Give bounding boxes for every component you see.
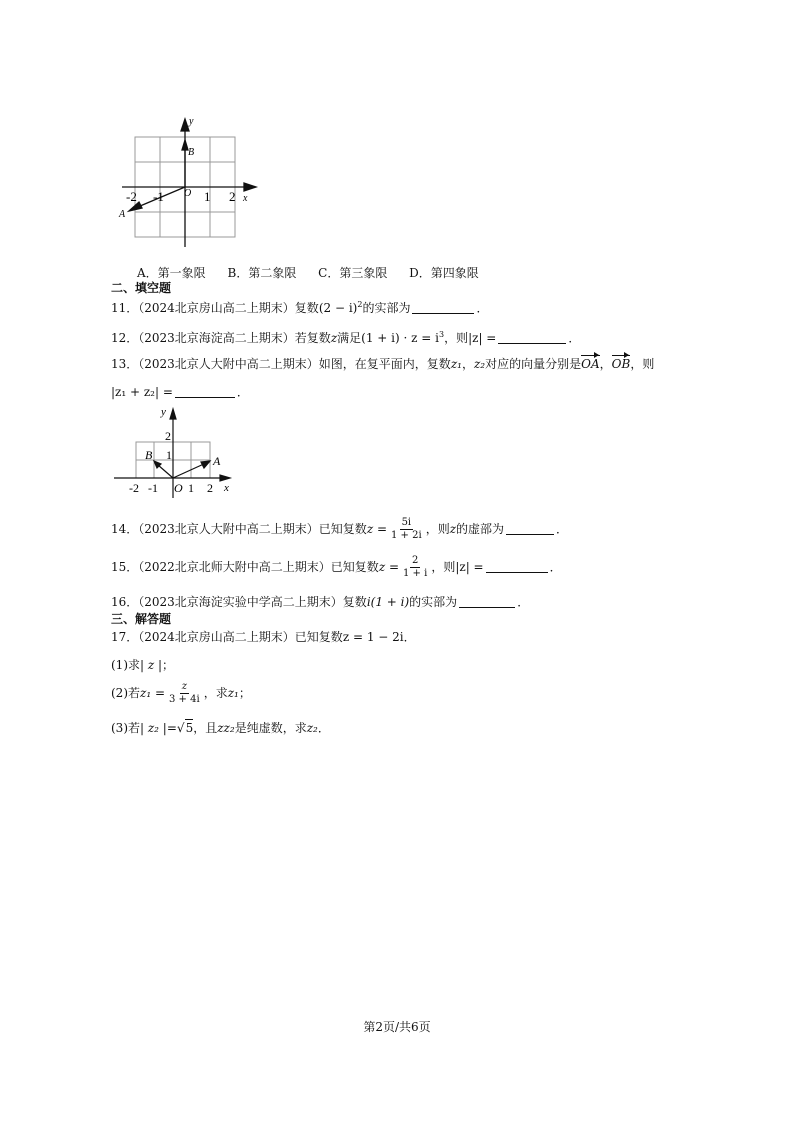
- q12-answer-blank[interactable]: [498, 331, 566, 344]
- fig1-tick-neg2: -2: [126, 189, 137, 204]
- q12-z: z: [330, 331, 338, 345]
- q13-vector-oa: OA: [581, 357, 600, 371]
- q15-denominator: 1 + i: [403, 568, 428, 579]
- fig1-B-label: B: [188, 147, 195, 158]
- fig2-y-label: y: [161, 406, 166, 418]
- figure-1-complex-plane: [110, 112, 270, 252]
- q12-exponent: 3: [438, 330, 445, 339]
- question-15: 15．（2022北京北师大附中高二上期末）已知复数z = $\frac{2}{1 + i}$ ，则|z| = ．: [111, 555, 562, 579]
- q12-mid: 满足: [337, 331, 362, 345]
- q16-expr: i(1 + i): [366, 595, 410, 609]
- fig2-B-label: B: [145, 448, 153, 462]
- q17-expr: z = 1 − 2i: [342, 630, 404, 644]
- q17-p2-end: ；: [238, 686, 251, 700]
- q12-prefix: 12．（2023北京海淀高二上期末）若复数: [111, 331, 331, 345]
- q17-p3-label: (3)若: [111, 721, 140, 735]
- q11-suffix: 的实部为: [362, 301, 411, 315]
- option-c: C．第三象限: [318, 266, 388, 280]
- q17-prefix: 17．（2024北京房山高二上期末）已知复数: [111, 630, 343, 644]
- fig1-x-label: x: [243, 193, 248, 204]
- question-13-line-2: |z₁ + z₂| = ．: [111, 385, 249, 399]
- fig2-tick-neg2: -2: [129, 481, 139, 495]
- q17-p3-mid: ，且: [193, 721, 218, 735]
- fig2-A-label: A: [213, 454, 221, 468]
- q17-p2-mid: ，求: [203, 686, 228, 700]
- fig1-y-label: y: [189, 116, 194, 127]
- q16-prefix: 16．（2023北京海淀实验中学高二上期末）复数: [111, 595, 367, 609]
- question-17-part-3: [111, 719, 330, 736]
- option-b: B．第二象限: [227, 266, 297, 280]
- fig1-A-label: A: [119, 209, 126, 220]
- fig2-O-label: O: [174, 481, 183, 495]
- fig1-tick-1: 1: [204, 189, 211, 204]
- fig2-tick-neg1: -1: [148, 481, 158, 495]
- fig2-tick-1: 1: [188, 481, 194, 495]
- q17-p3-var: z₂: [306, 721, 318, 735]
- q11-answer-blank[interactable]: [412, 301, 474, 314]
- q13-z1: z₁: [450, 357, 462, 371]
- option-row: [137, 264, 479, 281]
- q17-p2-fraction: [167, 681, 202, 706]
- q14-z: z: [449, 522, 457, 536]
- q11-expr: (2 − i): [318, 301, 358, 315]
- option-a: A．第一象限: [137, 266, 206, 280]
- q13-sep: ，: [461, 357, 474, 371]
- question-17-part-2: [111, 678, 251, 708]
- q17-p2-label: (2)若: [111, 686, 140, 700]
- q17-p2-numerator: z: [181, 681, 187, 692]
- figure-2-complex-plane: [110, 403, 240, 503]
- q14-denominator: 1 + 2i: [391, 530, 422, 541]
- q15-mid: ，则: [431, 560, 456, 574]
- q14-prefix: 14．（2023北京人大附中高二上期末）已知复数: [111, 522, 367, 536]
- question-16: 16．（2023北京海淀实验中学高二上期末）复数i(1 + i)的实部为 ．: [111, 595, 530, 609]
- q14-mid: ，则: [425, 522, 450, 536]
- q16-answer-blank[interactable]: [459, 595, 515, 608]
- q15-absz: |z| =: [455, 560, 484, 574]
- q12-then: ，则: [444, 331, 469, 345]
- q12-expr: (1 + i) · z = i: [361, 331, 439, 345]
- sqrt-sign: √: [176, 721, 185, 735]
- q17-p1-end: ；: [162, 658, 175, 672]
- q11-exponent: 2: [357, 300, 363, 309]
- question-17-part-1: [111, 657, 174, 673]
- question-13: 13．（2023北京人大附中高二上期末）如图，在复平面内，复数z₁，z₂对应的向量分别是OA，OB，则: [111, 357, 655, 371]
- q14-numerator: 5i: [401, 517, 412, 528]
- question-11: 11．（2024北京房山高二上期末）复数$(2 - i)^2$的实部为 ．: [111, 300, 489, 315]
- q16-suffix: 的实部为: [409, 595, 458, 609]
- q13-answer-blank[interactable]: [175, 385, 235, 398]
- page-footer: 第2页/共6页: [363, 1020, 431, 1034]
- q13-line2: |z₁ + z₂| =: [111, 385, 173, 399]
- fig2-y-tick-1: 1: [166, 448, 172, 462]
- question-14: 14．（2023北京人大附中高二上期末）已知复数z = $\frac{5i}{1 + 2i}$ ，则z的虚部为 ．: [111, 517, 569, 541]
- q14-answer-blank[interactable]: [506, 522, 554, 535]
- q13-mid: 对应的向量分别是: [485, 357, 582, 371]
- q13-end: ，则: [630, 357, 655, 371]
- q17-p3-mid2: 是纯虚数，求: [234, 721, 307, 735]
- fig2-y-tick-2: 2: [165, 429, 171, 443]
- q12-absz: |z| =: [468, 331, 497, 345]
- fig1-O-label: O: [184, 188, 192, 199]
- q17-p2-var: z₁: [227, 686, 239, 700]
- q14-lhs: z =: [366, 522, 388, 536]
- q17-p3-end: ．: [317, 721, 330, 735]
- option-d: D．第四象限: [409, 266, 479, 280]
- q17-p1-label: (1)求: [111, 658, 140, 672]
- q13-prefix: 13．（2023北京人大附中高二上期末）如图，在复平面内，复数: [111, 357, 451, 371]
- q17-p2-denominator: 3 + 4i: [169, 694, 200, 705]
- fig1-tick-2: 2: [229, 189, 236, 204]
- q17-p3-root: 5: [185, 721, 194, 735]
- q13-vector-ob: OB: [611, 357, 631, 371]
- q15-prefix: 15．（2022北京北师大附中高二上期末）已知复数: [111, 560, 379, 574]
- fig2-x-label: x: [224, 482, 229, 494]
- q14-fraction: [389, 517, 424, 542]
- section-3-heading: 三、解答题: [111, 612, 172, 626]
- fig2-tick-2: 2: [207, 481, 213, 495]
- q15-lhs: z =: [378, 560, 400, 574]
- question-12: 12．（2023北京海淀高二上期末）若复数z满足$(1 + i) \cdot z = i^3$，则|z| = ．: [111, 330, 581, 345]
- question-17: 17．（2024北京房山高二上期末）已知复数z = 1 − 2i．: [111, 630, 416, 644]
- q15-fraction: [401, 555, 429, 580]
- q17-p1-expr: | z |: [140, 658, 163, 672]
- q17-p3-prod: zz₂: [217, 721, 235, 735]
- q17-p2-lhs: z₁ =: [140, 686, 166, 700]
- q13-z2: z₂: [473, 357, 486, 371]
- q15-answer-blank[interactable]: [486, 560, 548, 573]
- section-2-heading: 二、填空题: [111, 281, 172, 295]
- fig1-tick-neg1: -1: [153, 189, 164, 204]
- q14-suffix: 的虚部为: [456, 522, 505, 536]
- q17-p3-abs: | z₂ |=: [140, 721, 177, 735]
- q11-prefix: 11．（2024北京房山高二上期末）复数: [111, 301, 319, 315]
- q15-numerator: 2: [411, 555, 419, 566]
